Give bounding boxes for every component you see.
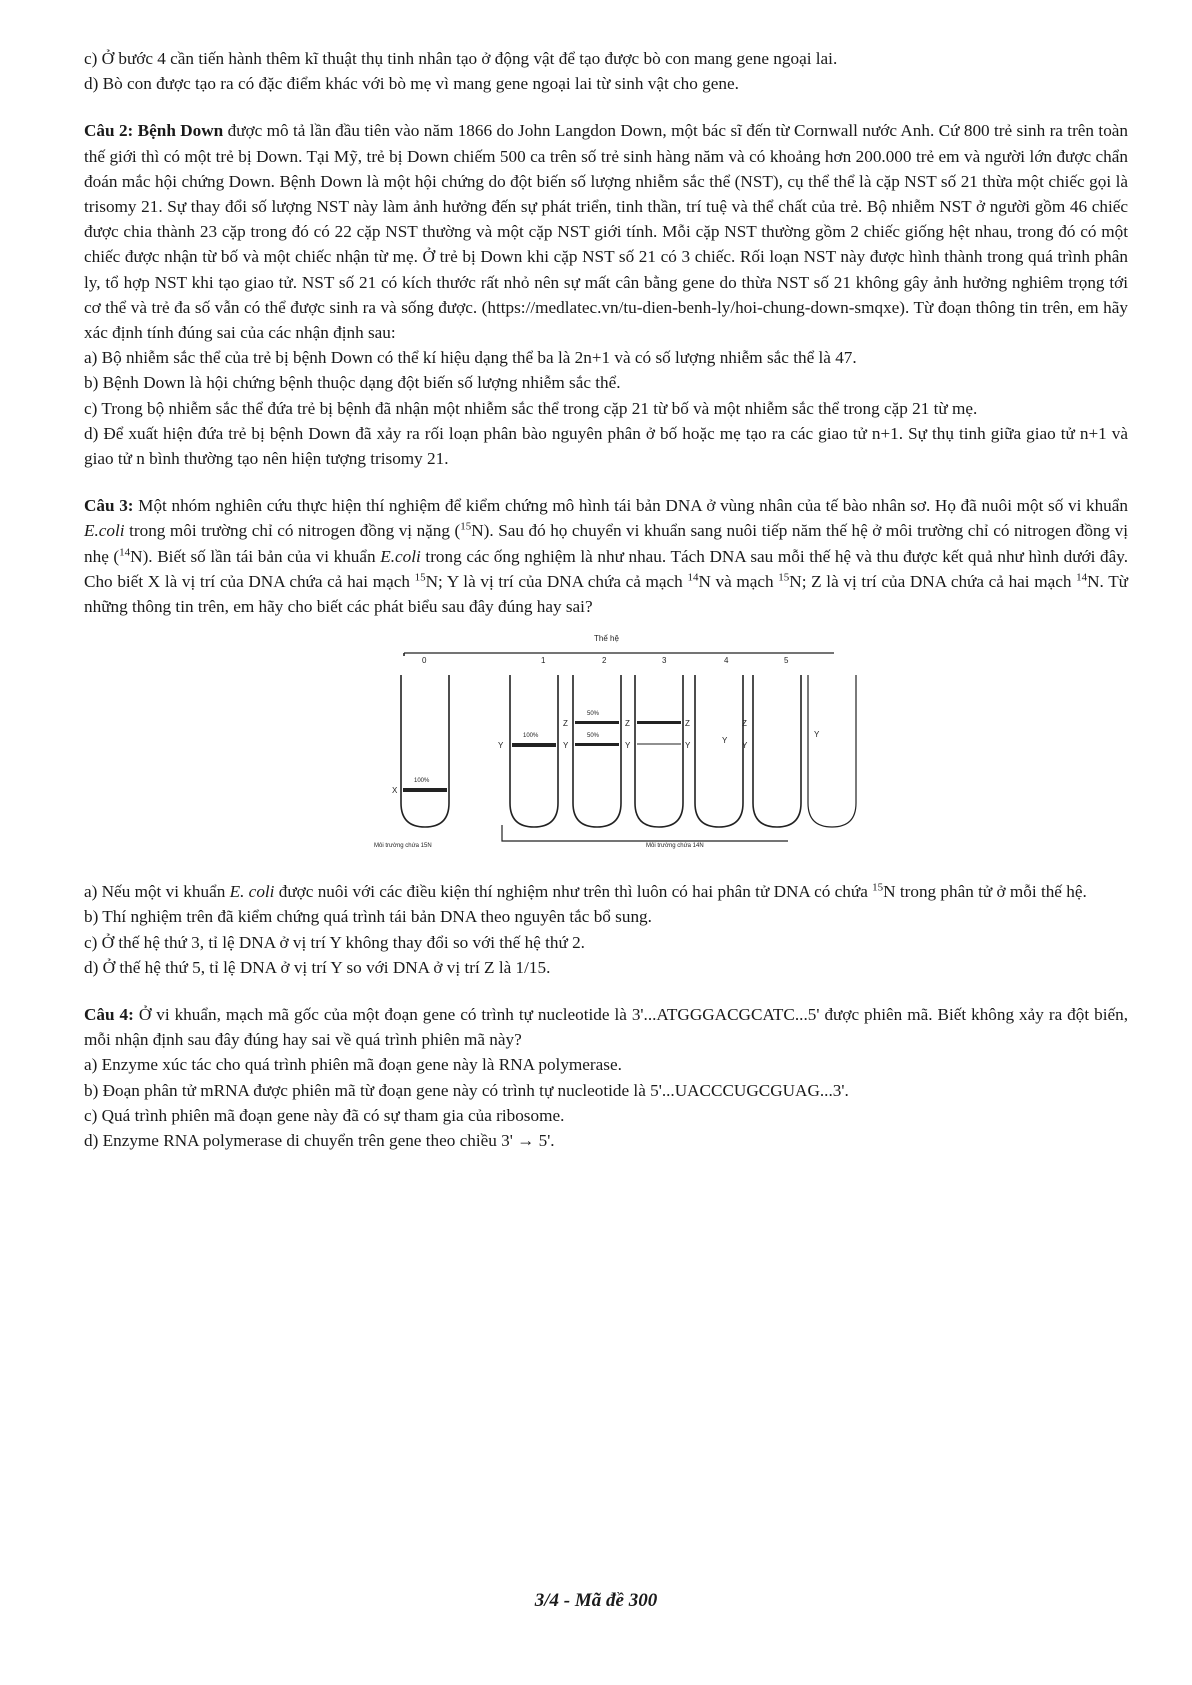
label-z-gen2: Z [563,719,568,729]
question-2-term: Bệnh Down [137,121,224,141]
test-tube-2 [573,675,621,827]
exam-page [84,46,1128,1153]
question-2-option-d: d) Để xuất hiện đứa trẻ bị bệnh Down đã xảy ra rối loạn phân bào nguyên phân ở bố hoặc mẹ tạo ra các giao tử n+1. Sự thụ tinh giữa giao tử n+1 và giao tử n bình thường tạo nên hiện tượng trisomy 21. [84,423,1128,469]
question-3-option-c: c) Ở thế hệ thứ 3, tỉ lệ DNA ở vị trí Y không thay đổi so với thế hệ thứ 2. [84,932,585,952]
question-4-option-c: c) Quá trình phiên mã đoạn gene này đã có sự tham gia của ribosome. [84,1105,565,1125]
question-2-option-c: c) Trong bộ nhiễm sắc thể đứa trẻ bị bệnh đã nhận một nhiễm sắc thể trong cặp 21 từ bố và một nhiễm sắc thể trong cặp 21 từ mẹ. [84,398,978,418]
q3-text-2: trong môi trường chỉ có nitrogen đồng vị nặng ( [124,521,461,541]
gen-label-1: 1 [541,656,546,666]
page-footer: 3/4 - Mã đề 300 [534,1590,658,1611]
prev-option-c: c) Ở bước 4 cần tiến hành thêm kĩ thuật thụ tinh nhân tạo ở động vật để tạo được bò con mang gene ngoại lai. [84,49,838,68]
dna-replication-figure [84,625,1128,875]
q3a-sup-15: 15 [872,881,884,894]
question-2-label: Câu 2: [84,121,134,141]
question-3-option-b: b) Thí nghiệm trên đã kiểm chứng quá trình tái bản DNA theo nguyên tắc bổ sung. [84,907,652,927]
q3-sup-14c: 14 [1076,571,1088,584]
q3-text-5: trong các ống nghiệm là như nhau. Tách DNA sau mỗi thế hệ và thu được kết quả như hình dưới đây. Cho biết X là vị trí của DNA chứa cả hai mạch [84,546,1129,591]
q3-text-9: N. Từ những thông tin trên, em hãy cho biết các phát biểu sau đây đúng hay sai? [84,571,1129,617]
q3-text-1: Một nhóm nghiên cứu thực hiện thí nghiệm để kiểm chứng mô hình tái bản DNA ở vùng nhân của tế bào nhân sơ. Họ đã nuôi một số vi khuẩn [133,496,1128,516]
band-x-gen0 [403,788,447,792]
label-y-outer-gen5: Y [814,730,820,740]
question-3-label: Câu 3: [84,496,134,516]
question-3-option-a [84,879,1128,904]
gen-label-2: 2 [602,656,607,666]
q3-ecoli-1: E.coli [84,521,125,541]
question-4-option-d: d) Enzyme RNA polymerase di chuyển trên gene theo chiều 3' → 5'. [84,1131,555,1151]
question-4-label: Câu 4: [84,1005,134,1025]
label-z-gen5: Z [742,719,747,729]
label-y-gen2: Y [563,741,569,751]
label-z-gen4: Z [685,719,690,729]
label-y-inner-gen4: Y [722,736,728,746]
question-2-text: được mô tả lần đầu tiên vào năm 1866 do John Langdon Down, một bác sĩ đến từ Cornwall nước Anh. Cứ 800 trẻ sinh ra trên toàn thế giới thì có một trẻ bị Down. Tại Mỹ, trẻ bị Down chiếm 500 ca trên số trẻ sinh hàng năm và có khoảng hơn 200.000 trẻ em và người lớn được chẩn đoán mắc hội chứng Down. Bệnh Down là một hội chứng do đột biến số lượng nhiễm sắc thể (NST), cụ thể thể là cặp NST số 21 thừa một chiếc gọi là trisomy 21. Sự thay đổi số lượng NST này làm ảnh hưởng đến sự phát triển, tinh thần, trí tuệ và thể chất của trẻ. Bộ nhiễm NST ở người gồm 46 chiếc được chia thành 23 cặp trong đó có 22 cặp NST thường và một cặp NST giới tính. Mỗi cặp NST thường gồm 2 chiếc giống hệt nhau, trong đó có một chiếc được nhận từ bố và một chiếc nhận từ mẹ. Ở trẻ bị Down khi cặp NST số 21 có 3 chiếc. Rối loạn NST này được hình thành trong quá trình phân ly, tổ hợp NST khi tạo giao tử. NST số 21 có kích thước rất nhỏ nên sự mất cân bằng gene do thừa NST số 21 không gây ảnh hưởng nghiêm trọng tới cơ thể và trẻ đa số vẫn có thể được sinh ra và sống được. (https://medlatec.vn/tu-dien-benh-ly/hoi-chung-down-smqxe). Từ đoạn thông tin trên, em hãy xác định tính đúng sai của các nhận định sau: [84,121,1129,343]
light-media-bracket [502,825,788,841]
question-2-intro [84,118,1128,345]
q3-sup-15c: 15 [778,571,790,584]
gen-label-0: 0 [422,656,427,666]
caption-light-media: Môi trường chứa 14N [646,843,704,850]
gen-label-4: 4 [724,656,729,666]
test-tube-0 [401,675,449,827]
test-tube-4 [695,675,743,827]
caption-heavy-media: Môi trường chứa 15N [374,843,432,850]
q3a-text-2: được nuôi với các điều kiện thí nghiệm như trên thì luôn có hai phân tử DNA có chứa [274,882,873,902]
band-y-gen2 [575,743,619,746]
band-percent-gen1: 100% [523,733,539,740]
label-y-gen3: Y [625,741,631,751]
question-2-option-a: a) Bộ nhiễm sắc thể của trẻ bị bệnh Down có thể kí hiệu dạng thể ba là 2n+1 và có số lượng nhiễm sắc thể là 47. [84,348,857,368]
band-z-gen3 [637,721,681,724]
q3-text-4: N). Biết số lần tái bản của vi khuẩn [130,546,381,566]
question-4-intro [84,1002,1128,1052]
test-tubes-diagram [84,625,1128,875]
test-tube-5 [753,675,801,827]
q3-sup-15: 15 [460,520,472,533]
label-x: X [392,786,398,796]
gen-label-5: 5 [784,656,789,666]
q3-sup-14b: 14 [687,571,699,584]
q3-text-6: N; Y là vị trí của DNA chứa cả mạch [425,571,688,591]
band-z-gen2 [575,721,619,724]
question-3-option-d: d) Ở thế hệ thứ 5, tỉ lệ DNA ở vị trí Y so với DNA ở vị trí Z là 1/15. [84,957,551,977]
label-y-gen5: Y [742,741,748,751]
question-4-option-a: a) Enzyme xúc tác cho quá trình phiên mã đoạn gene này là RNA polymerase. [84,1055,622,1075]
q3a-ecoli: E. coli [229,882,275,902]
question-2-option-b: b) Bệnh Down là hội chứng bệnh thuộc dạng đột biến số lượng nhiễm sắc thể. [84,373,621,393]
band-y-percent-gen2: 50% [587,733,600,740]
question-4-option-b: b) Đoạn phân tử mRNA được phiên mã từ đoạn gene này có trình tự nucleotide là 5'...UACCCUGCGUAG...3'. [84,1080,849,1100]
q3-text-3: N). Sau đó họ chuyển vi khuẩn sang nuôi tiếp năm thế hệ ở môi trường chỉ có nitrogen đồng vị nhẹ ( [84,521,1129,566]
label-y-gen1: Y [498,741,504,751]
band-y-gen1 [512,743,556,747]
q3-sup-14: 14 [119,545,131,558]
q3-text-8: N; Z là vị trí của DNA chứa cả hai mạch [789,571,1077,591]
band-percent-gen0: 100% [414,778,430,785]
question-3-intro [84,493,1128,619]
q3-ecoli-2: E.coli [380,546,421,566]
label-y-gen4: Y [685,741,691,751]
q3a-text-1: a) Nếu một vi khuẩn [84,882,230,902]
gen-label-3: 3 [662,656,667,666]
label-z-gen3: Z [625,719,630,729]
question-4-text: Ở vi khuẩn, mạch mã gốc của một đoạn gene có trình tự nucleotide là 3'...ATGGGACGCATC...5' được phiên mã. Biết không xảy ra đột biến, mỗi nhận định sau đây đúng hay sai về quá trình phiên mã này? [84,1005,1129,1050]
q3-text-7: N và mạch [698,571,779,591]
generation-header: Thế hệ [594,634,619,644]
test-tube-extra [808,675,856,827]
band-z-percent-gen2: 50% [587,711,600,718]
test-tube-1 [510,675,558,827]
prev-option-d: d) Bò con được tạo ra có đặc điểm khác với bò mẹ vì mang gene ngoại lai từ sinh vật cho gene. [84,74,739,94]
q3a-text-3: N trong phân tử ở mỗi thế hệ. [883,882,1087,902]
test-tube-3 [635,675,683,827]
q3-sup-15b: 15 [414,571,426,584]
